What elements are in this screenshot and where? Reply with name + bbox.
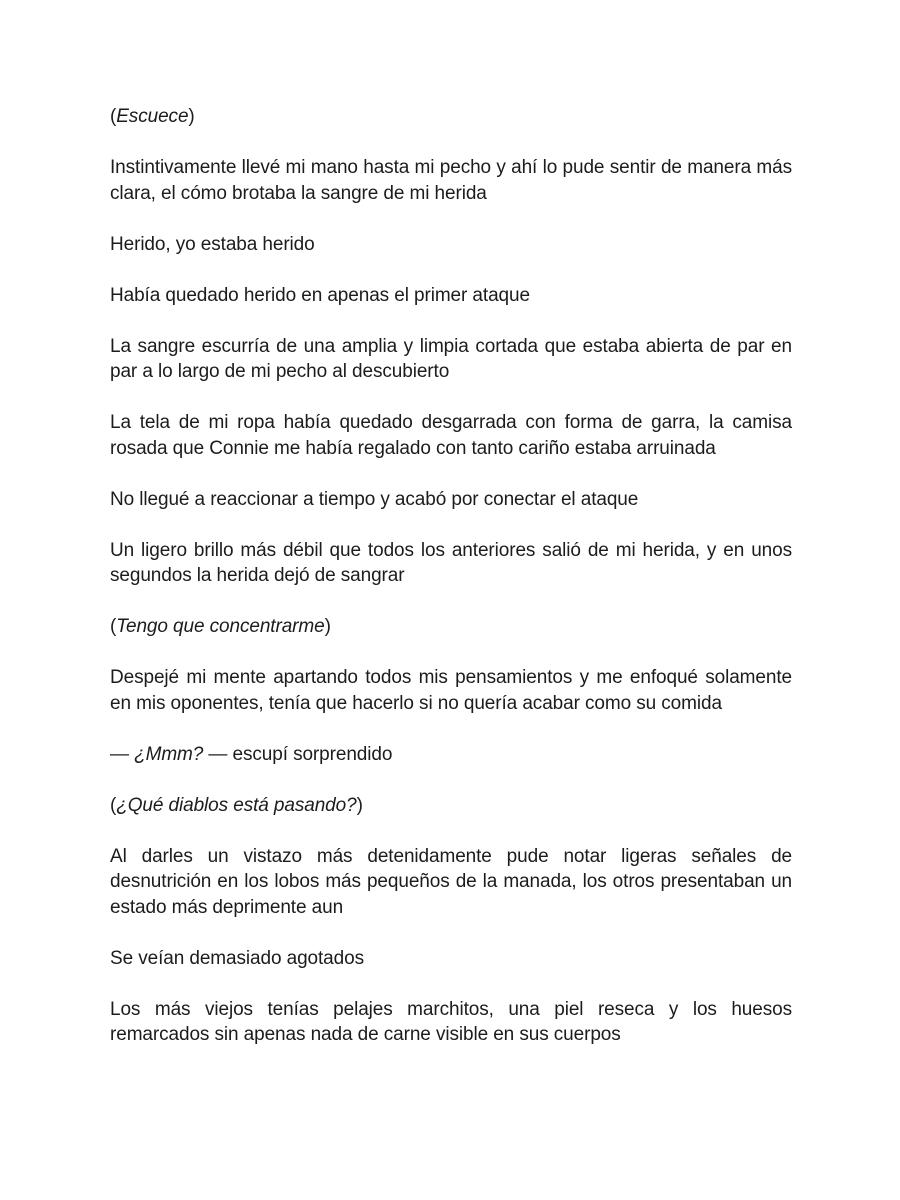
paragraph-8: Un ligero brillo más débil que todos los anteriores salió de mi herida, y en unos segundos la herida dejó de sangrar	[110, 539, 792, 586]
paragraph-2: Instintivamente llevé mi mano hasta mi pecho y ahí lo pude sentir de manera más clara, el cómo brotaba la sangre de mi herida	[110, 157, 792, 204]
paragraph-4: Había quedado herido en apenas el primer ataque	[110, 284, 530, 306]
paragraph-6: La tela de mi ropa había quedado desgarrada con forma de garra, la camisa rosada que Connie me había regalado con tanto cariño estaba arruinada	[110, 412, 792, 459]
italic-dialogue: ¿Mmm?	[134, 743, 204, 765]
paragraph-9: (Tengo que concentrarme)	[110, 616, 331, 637]
italic-thought: ¿Qué diablos está pasando?	[116, 794, 357, 816]
paragraph-11: — ¿Mmm? — escupí sorprendido	[110, 743, 393, 765]
paragraph-10: Despejé mi mente apartando todos mis pensamientos y me enfoqué solamente en mis oponentes, tenía que hacerlo si no quería acabar como su comida	[110, 667, 792, 714]
paragraph-3: Herido, yo estaba herido	[110, 233, 315, 255]
paragraph-5: La sangre escurría de una amplia y limpia cortada que estaba abierta de par en par a lo largo de mi pecho al descubierto	[110, 335, 792, 382]
paragraph-13: Al darles un vistazo más detenidamente pude notar ligeras señales de desnutrición en los lobos más pequeños de la manada, los otros presentaban un estado más deprimente aun	[110, 845, 792, 918]
document-page	[110, 104, 792, 1073]
italic-thought: Tengo que concentrarme	[116, 616, 325, 637]
paragraph-1: (Escuece)	[110, 106, 195, 127]
paragraph-15: Los más viejos tenías pelajes marchitos, una piel reseca y los huesos remarcados sin apenas nada de carne visible en sus cuerpos	[110, 998, 792, 1045]
italic-thought: Escuece	[116, 106, 189, 127]
paragraph-14: Se veían demasiado agotados	[110, 947, 364, 969]
paragraph-7: No llegué a reaccionar a tiempo y acabó por conectar el ataque	[110, 488, 639, 510]
paragraph-12: (¿Qué diablos está pasando?)	[110, 794, 363, 816]
